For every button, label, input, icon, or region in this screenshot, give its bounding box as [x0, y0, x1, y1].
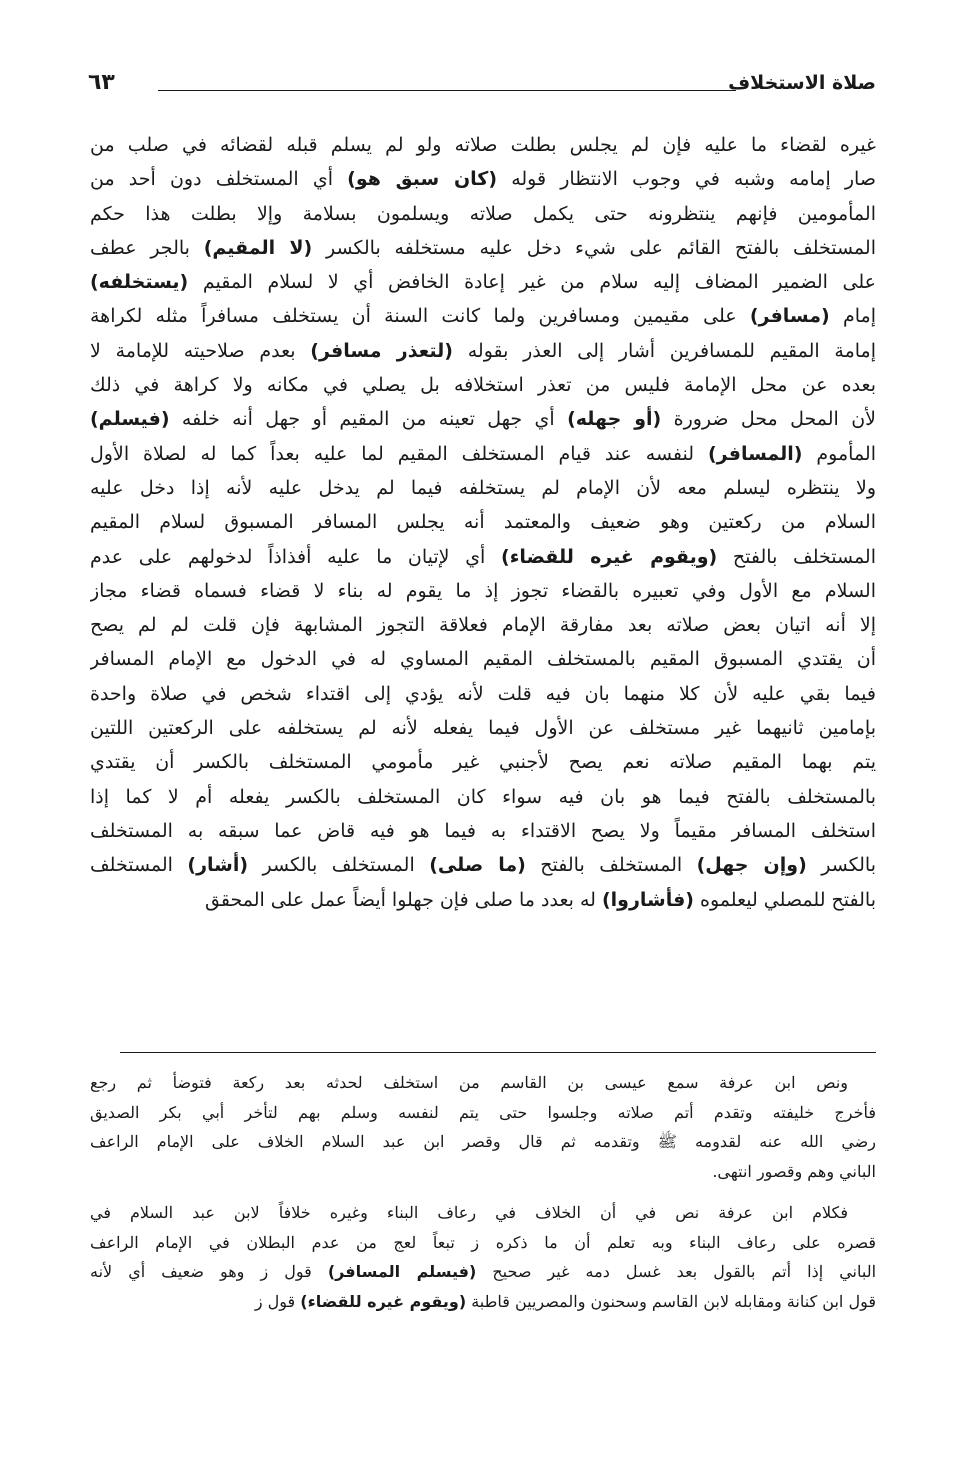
text-line: ولا ينتظره ليسلم معه لأن الإمام لم يستخلفه فيما لم يدخل عليه لأنه إذا دخل عليه — [90, 476, 876, 499]
text-line: بالمستخلف بالفتح فيما هو بان فيه سواء كان المستخلف بالكسر يفعله أم لا كما إذا — [90, 785, 876, 808]
text-line: السلام مع الأول وفي تعبيره بالقضاء تجوز إذ ما يقوم له بناء لا قضاء فسماه قضاء مجاز — [90, 579, 876, 602]
footnote-line: فكلام ابن عرفة نص في أن الخلاف في رعاف البناء وغيره خلافاً لابن عبد السلام في — [90, 1203, 848, 1222]
footnotes — [90, 1068, 876, 1328]
text-line: استخلف المسافر مقيماً ولا يصح الاقتداء به فيما هو فيه قاض عما سبقه به المستخلف — [90, 819, 876, 842]
text-line: إمامة المقيم للمسافرين أشار إلى العذر بقوله (لتعذر مسافر) بعدم صلاحيته للإمامة لا — [90, 339, 876, 362]
footnote-line: ونص ابن عرفة سمع عيسى بن القاسم من استخلف لحدثه بعد ركعة فتوضأ ثم رجع — [90, 1073, 848, 1092]
text-line: فيما بقي عليه لأن كلا منهما بان فيه قلت لأنه يؤدي إلى اقتداء شخص في صلاة واحدة — [90, 682, 876, 705]
text-line: بالفتح للمصلي ليعلموه (فأشاروا) له بعدد ما صلى فإن جهلوا أيضاً عمل على المحقق — [204, 888, 876, 911]
running-header — [88, 70, 876, 106]
header-rule — [158, 90, 736, 91]
text-line: المستخلف بالفتح القائم على شيء دخل عليه مستخلفه بالكسر (لا المقيم) بالجر عطف — [90, 236, 876, 259]
text-line: السلام من ركعتين وهو ضعيف والمعتمد أنه يجلس المسافر المسبوق لسلام المقيم — [90, 511, 876, 534]
footnote-line: فأخرج خليفته وتقدم أتم صلاته وجلسوا حتى يتم لنفسه وسلم بهم لتأخر أبي بكر الصديق — [90, 1102, 876, 1122]
footnote-paragraph — [90, 1068, 876, 1186]
text-line: لأن المحل محل ضرورة (أو جهله) أي جهل تعينه من المقيم أو جهل أنه خلفه (فيسلم) — [90, 408, 876, 431]
text-line: غيره لقضاء ما عليه فإن لم يجلس بطلت صلاته ولو لم يسلم قبله لقضائه في صلب من — [90, 134, 876, 156]
main-text — [90, 128, 876, 917]
text-line: المأمومين فإنهم ينتظرونه حتى يكمل صلاته ويسلمون بسلامة وإلا بطلت هذا حكم — [90, 202, 876, 225]
text-line: إلا أنه اتيان بعض صلاته بعد مفارقة الإمام فعلاقة التجوز المشابهة فإن قلت لم لم يصح — [90, 614, 876, 637]
text-line: بعده عن محل الإمامة فليس من تعذر استخلافه بل يصلي في مكانه ولا كراهة في ذلك — [90, 374, 876, 397]
footnote-line: قول ابن كنانة ومقابله لابن القاسم وسحنون والمصريين قاطبة (ويقوم غيره للقضاء) قول ز — [254, 1291, 876, 1311]
text-line: يتم بهما المقيم صلاته نعم يصح لأجنبي غير مأمومي المستخلف بالكسر أن يقتدي — [90, 751, 876, 774]
text-line: إمام (مسافر) على مقيمين ومسافرين ولما كانت السنة أن يستخلف مسافراً مثله لكراهة — [90, 305, 876, 328]
footnote-line: الباني وهم وقصور انتهى. — [712, 1161, 876, 1181]
footnote-line: قصره على رعاف البناء وبه تعلم أن ما ذكره ز تبعاً لعج من عدم البطلان في الإمام الراعف — [90, 1232, 876, 1252]
text-line: صار إمامه وشبه في وجوب الانتظار قوله (كان سبق هو) أي المستخلف دون أحد من — [90, 168, 876, 191]
text-line: بإمامين ثانيهما غير مستخلف عن الأول فيما يفعله لأنه لم يستخلفه على الركعتين اللتين — [90, 717, 876, 740]
text-line: المستخلف بالفتح (ويقوم غيره للقضاء) أي لإتيان ما عليه أفذاذاً لدخولهم على عدم — [90, 545, 876, 568]
page-number: ٦٣ — [88, 70, 115, 95]
footnote-paragraph — [90, 1198, 876, 1316]
chapter-title: صلاة الاستخلاف — [728, 72, 876, 94]
footnote-line: رضي الله عنه لقدومه ﷺ وتقدمه ثم قال وقصر ابن عبد السلام الخلاف على الإمام الراعف — [90, 1132, 876, 1151]
text-line: أن يقتدي المسبوق المقيم بالمستخلف المقيم المساوي له في الدخول مع الإمام المسافر — [90, 648, 876, 671]
footnote-line: الباني إذا أتم بالقول بعد غسل دمه غير صحيح (فيسلم المسافر) قول ز وهو ضعيف أي لأنه — [90, 1262, 876, 1281]
text-line: المأموم (المسافر) لنفسه عند قيام المستخلف المقيم لما عليه بعداً كما له لصلاة الأول — [90, 442, 876, 465]
footnote-separator — [120, 1052, 876, 1053]
text-line: بالكسر (وإن جهل) المستخلف بالفتح (ما صلى) المستخلف بالكسر (أشار) المستخلف — [90, 854, 876, 877]
text-line: على الضمير المضاف إليه سلام من غير إعادة الخافض أي لا لسلام المقيم (يستخلفه) — [90, 271, 876, 294]
